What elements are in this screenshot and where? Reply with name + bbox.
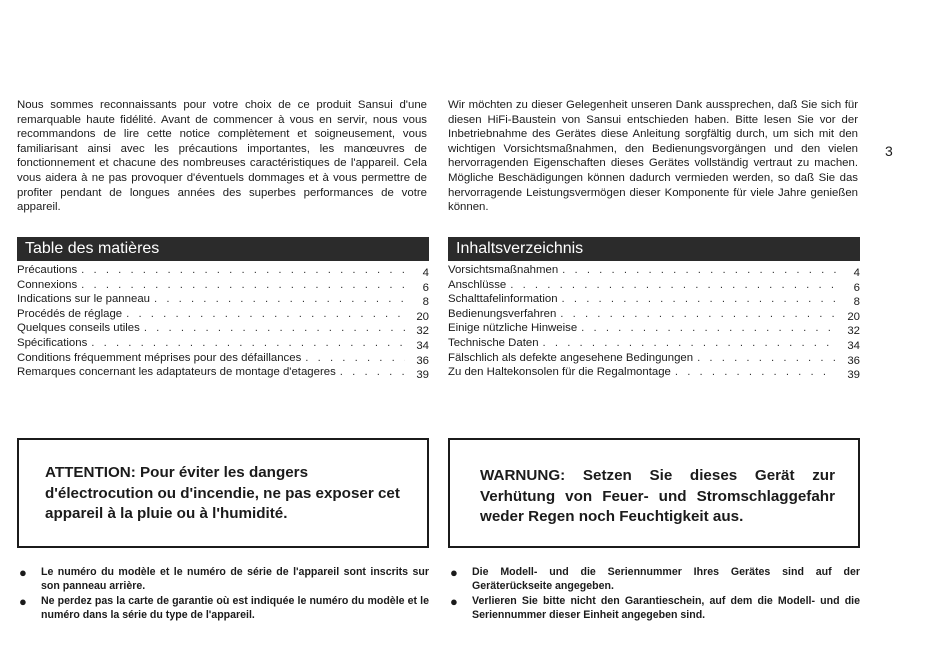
toc-heading: Inhaltsverzeichnis bbox=[448, 237, 860, 261]
intro-text: Wir möchten zu dieser Gelegenheit unseren Dank aussprechen, daß Sie sich für diesen HiFi-Baustein von Sansui entschieden haben. Bitte lesen Sie vor der Inbetriebnahme des Gerätes diese Anleitung sorgfältig durch, um sich mit den wichtigen Vorsichtsmaßnahmen, den Bedienungsvorgängen und den vielen hervorragenden Eigenschaften dieses Gerätes vollständig vertraut zu machen. Mögliche Beschädigungen können dadurch vermieden werden, so daß Sie das hervorragende Leistungsvermögen dieser Komponente für viele Jahre genießen können. bbox=[448, 99, 858, 214]
toc-leader bbox=[697, 351, 836, 366]
toc-heading: Table des matières bbox=[17, 237, 429, 261]
intro-french bbox=[17, 98, 427, 215]
toc-leader bbox=[305, 351, 405, 366]
note-text: Die Modell- und die Seriennummer Ihres Gerätes sind auf der Geräterückseite angegeben. bbox=[472, 566, 860, 592]
toc-entry[interactable] bbox=[17, 351, 429, 366]
toc-entry[interactable] bbox=[17, 307, 429, 322]
toc-entry-page: 8 bbox=[422, 296, 429, 309]
toc-entry-title: Schalttafelinformation bbox=[448, 293, 558, 306]
toc-entry-title: Procédés de réglage bbox=[17, 307, 123, 320]
toc-entry[interactable] bbox=[17, 336, 429, 351]
toc-entry-title: Conditions fréquemment méprises pour des défaillances bbox=[17, 351, 302, 364]
note-item bbox=[448, 566, 860, 593]
toc-leader bbox=[340, 365, 405, 380]
note-item bbox=[17, 595, 429, 622]
toc-entry-title: Indications sur le panneau bbox=[17, 293, 150, 306]
note-text: Le numéro du modèle et le numéro de série de l'appareil sont inscrits sur son panneau arrière. bbox=[41, 566, 429, 592]
toc-entry-page: 8 bbox=[853, 296, 860, 309]
toc-leader bbox=[81, 278, 405, 293]
toc-entry-title: Einige nützliche Hinweise bbox=[448, 322, 578, 335]
bullet-icon: ● bbox=[19, 565, 27, 580]
note-item bbox=[448, 595, 860, 622]
toc-leader bbox=[543, 336, 836, 351]
toc-entry-page: 32 bbox=[416, 325, 429, 338]
warning-text: ATTENTION: Pour éviter les dangers d'électrocution ou d'incendie, ne pas exposer cet appareil à la pluie ou à l'humidité. bbox=[45, 464, 400, 522]
note-text: Ne perdez pas la carte de garantie où est indiquée le numéro du modèle et le numéro dans la série du type de l'appareil. bbox=[41, 595, 429, 621]
toc-leader bbox=[144, 321, 405, 336]
toc-entry-page: 34 bbox=[847, 339, 860, 352]
toc-entry-page: 36 bbox=[847, 354, 860, 367]
toc-entry[interactable] bbox=[17, 321, 429, 336]
toc-entry-title: Bedienungsverfahren bbox=[448, 307, 557, 320]
toc-entry-page: 6 bbox=[853, 281, 860, 294]
note-text: Verlieren Sie bitte nicht den Garantieschein, auf dem die Modell- und die Seriennummer dieser Einheit angegeben sind. bbox=[472, 595, 860, 621]
toc-entry[interactable] bbox=[448, 351, 860, 366]
bullet-icon: ● bbox=[450, 565, 458, 580]
warning-text: WARNUNG: Setzen Sie dieses Gerät zur Verhütung von Feuer- und Stromschlaggefahr weder Regen noch Feuchtigkeit aus. bbox=[480, 467, 835, 525]
toc-entry[interactable] bbox=[448, 307, 860, 322]
notes-list bbox=[17, 566, 429, 622]
toc-entry[interactable] bbox=[448, 292, 860, 307]
toc-list bbox=[17, 263, 429, 380]
toc-entry-page: 39 bbox=[416, 369, 429, 382]
toc-leader bbox=[675, 365, 836, 380]
toc-entry-page: 32 bbox=[847, 325, 860, 338]
toc-german bbox=[448, 237, 860, 380]
toc-entry-title: Connexions bbox=[17, 278, 78, 291]
warning-box-german bbox=[448, 438, 860, 548]
bullet-icon: ● bbox=[19, 594, 27, 610]
toc-entry-title: Anschlüsse bbox=[448, 278, 507, 291]
toc-entry-page: 20 bbox=[416, 310, 429, 323]
notes-french bbox=[17, 566, 429, 624]
toc-entry-title: Zu den Haltekonsolen für die Regalmontage bbox=[448, 366, 671, 379]
note-item bbox=[17, 566, 429, 593]
toc-entry-page: 34 bbox=[416, 339, 429, 352]
toc-entry-page: 36 bbox=[416, 354, 429, 367]
toc-entry-page: 4 bbox=[422, 267, 429, 279]
toc-entry[interactable] bbox=[17, 263, 429, 278]
toc-entry-title: Vorsichtsmaßnahmen bbox=[448, 264, 559, 276]
toc-entry-title: Quelques conseils utiles bbox=[17, 322, 140, 335]
toc-leader bbox=[560, 307, 836, 322]
toc-entry[interactable] bbox=[17, 365, 429, 380]
toc-entry-page: 4 bbox=[853, 267, 860, 279]
toc-entry[interactable] bbox=[448, 365, 860, 380]
toc-french bbox=[17, 237, 429, 380]
toc-leader bbox=[91, 336, 405, 351]
toc-entry-title: Remarques concernant les adaptateurs de montage d'etageres bbox=[17, 366, 336, 379]
toc-leader bbox=[510, 278, 836, 293]
toc-entry[interactable] bbox=[448, 263, 860, 278]
toc-entry-page: 20 bbox=[847, 310, 860, 323]
bullet-icon: ● bbox=[450, 594, 458, 610]
toc-entry[interactable] bbox=[448, 278, 860, 293]
toc-leader bbox=[81, 263, 405, 278]
toc-entry-title: Technische Daten bbox=[448, 336, 539, 349]
toc-entry[interactable] bbox=[17, 278, 429, 293]
toc-entry[interactable] bbox=[17, 292, 429, 307]
toc-leader bbox=[126, 307, 405, 322]
toc-entry-page: 39 bbox=[847, 369, 860, 382]
toc-entry[interactable] bbox=[448, 336, 860, 351]
intro-german bbox=[448, 98, 858, 215]
notes-german bbox=[448, 566, 860, 624]
toc-entry-title: Spécifications bbox=[17, 336, 88, 349]
page-number: 3 bbox=[885, 143, 893, 159]
notes-list bbox=[448, 566, 860, 622]
toc-entry[interactable] bbox=[448, 321, 860, 336]
toc-entry-page: 6 bbox=[422, 281, 429, 294]
warning-box-french bbox=[17, 438, 429, 548]
toc-leader bbox=[562, 263, 836, 278]
toc-entry-title: Précautions bbox=[17, 264, 78, 276]
toc-leader bbox=[562, 292, 836, 307]
toc-entry-title: Fälschlich als defekte angesehene Bedingungen bbox=[448, 351, 694, 364]
intro-text: Nous sommes reconnaissants pour votre choix de ce produit Sansui d'une remarquable haute fidélité. Avant de commencer à vous en servir, nous vous recommandons de lire cette notice complètement et soigneusement, vous familiarisant ainsi avec les précautions importantes, les manœuvres de fonctionnement et chacune des nombreuses caractéristiques de l'appareil. Cela vous aidera à ne pas provoquer d'éventuels dommages et à vous permettre de profiter pendant de longues années des superbes performances de votre appareil. bbox=[17, 99, 427, 214]
toc-leader bbox=[154, 292, 405, 307]
toc-leader bbox=[581, 321, 836, 336]
toc-list bbox=[448, 263, 860, 380]
